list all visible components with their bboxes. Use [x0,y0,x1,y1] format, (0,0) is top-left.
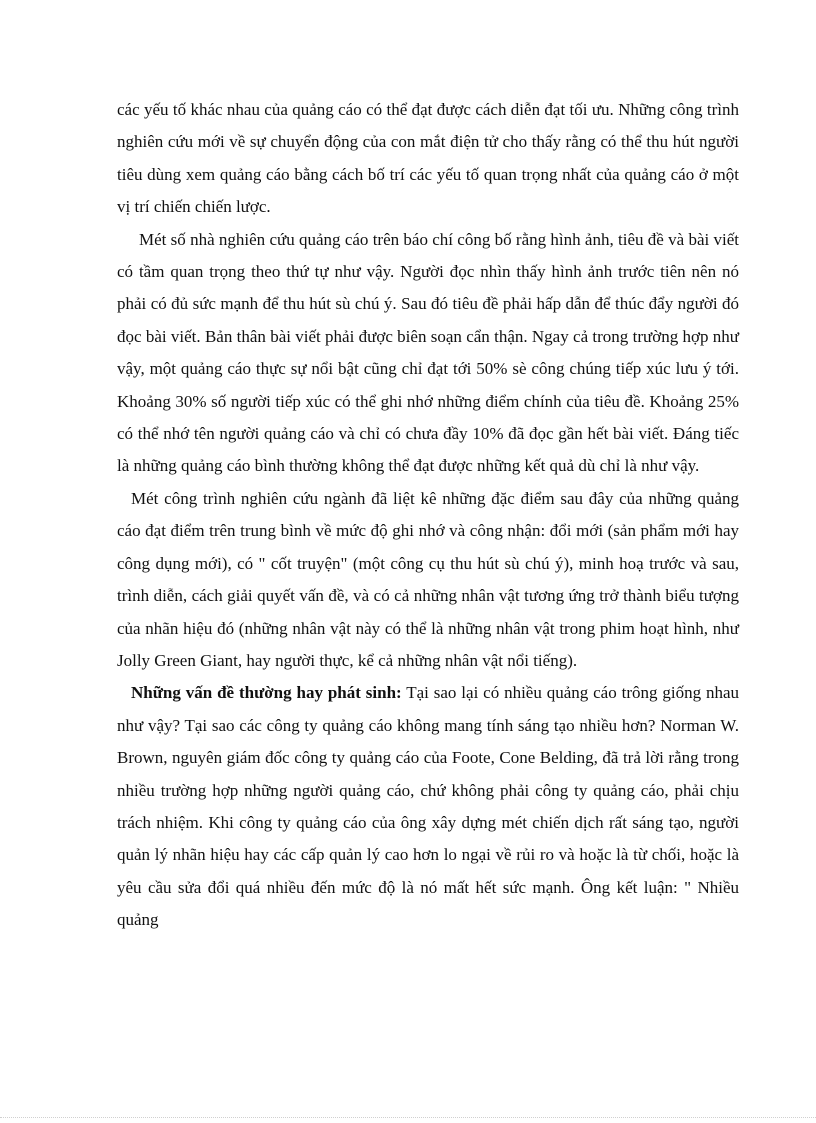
paragraph-2-text: Mét số nhà nghiên cứu quảng cáo trên báo chí công bố rằng hình ảnh, tiêu đề và bài viết có tầm quan trọng theo thứ tự như vậy. Người đọc nhìn thấy hình ảnh trước tiên nên nó phải có đủ sức mạnh để thu hút sù chú ý. Sau đó tiêu đề phải hấp dẫn để thúc đẩy người đó đọc bài viết. Bản thân bài viết phải được biên soạn cẩn thận. Ngay cả trong trường hợp như vậy, một quảng cáo thực sự nổi bật cũng chỉ đạt tới 50% sè công chúng tiếp xúc lưu ý tới. Khoảng 30% số người tiếp xúc có thể ghi nhớ những điểm chính của tiêu đề. Khoảng 25% có thể nhớ tên người quảng cáo và chỉ có chưa đầy 10% đã đọc gần hết bài viết. Đáng tiếc là những quảng cáo bình thường không thể đạt được những kết quả dù chỉ là như vậy. [117,229,739,476]
paragraph-4 [117,677,739,936]
paragraph-1 [117,94,739,224]
paragraph-3 [117,483,739,677]
document-page [117,94,739,937]
paragraph-1-text: các yếu tố khác nhau của quảng cáo có thể đạt được cách diễn đạt tối ưu. Những công trình nghiên cứu mới về sự chuyển động của con mắt điện tử cho thấy rằng có thể thu hút người tiêu dùng xem quảng cáo bằng cách bố trí các yếu tố quan trọng nhất của quảng cáo ở một vị trí chiến chiến lược. [117,100,739,217]
page-bottom-border [0,1117,816,1118]
paragraph-4-heading: Những vấn đề thường hay phát sinh: [131,683,402,703]
paragraph-2 [117,224,739,483]
paragraph-3-text: Mét công trình nghiên cứu ngành đã liệt kê những đặc điểm sau đây của những quảng cáo đạt điểm trên trung bình về mức độ ghi nhớ và công nhận: đổi mới (sản phẩm mới hay công dụng mới), có " cốt truyện" (một công cụ thu hút sù chú ý), minh hoạ trước và sau, trình diễn, cách giải quyết vấn đề, và có cả những nhân vật tương ứng trở thành biểu tượng của nhãn hiệu đó (những nhân vật này có thể là những nhân vật trong phim hoạt hình, như Jolly Green Giant, hay người thực, kể cả những nhân vật nổi tiếng). [117,488,739,670]
paragraph-4-text: Tại sao lại có nhiều quảng cáo trông giống nhau như vậy? Tại sao các công ty quảng cáo không mang tính sáng tạo nhiều hơn? Norman W. Brown, nguyên giám đốc công ty quảng cáo của Foote, Cone Belding, đã trả lời rằng trong nhiều trường hợp những người quảng cáo, chứ không phải công ty quảng cáo, phải chịu trách nhiệm. Khi công ty quảng cáo của ông xây dựng mét chiến dịch rất sáng tạo, người quản lý nhãn hiệu hay các cấp quản lý cao hơn lo ngại về rủi ro và hoặc là từ chối, hoặc là yêu cầu sửa đổi quá nhiều đến mức độ là nó mất hết sức mạnh. Ông kết luận: " Nhiều quảng [117,683,739,930]
